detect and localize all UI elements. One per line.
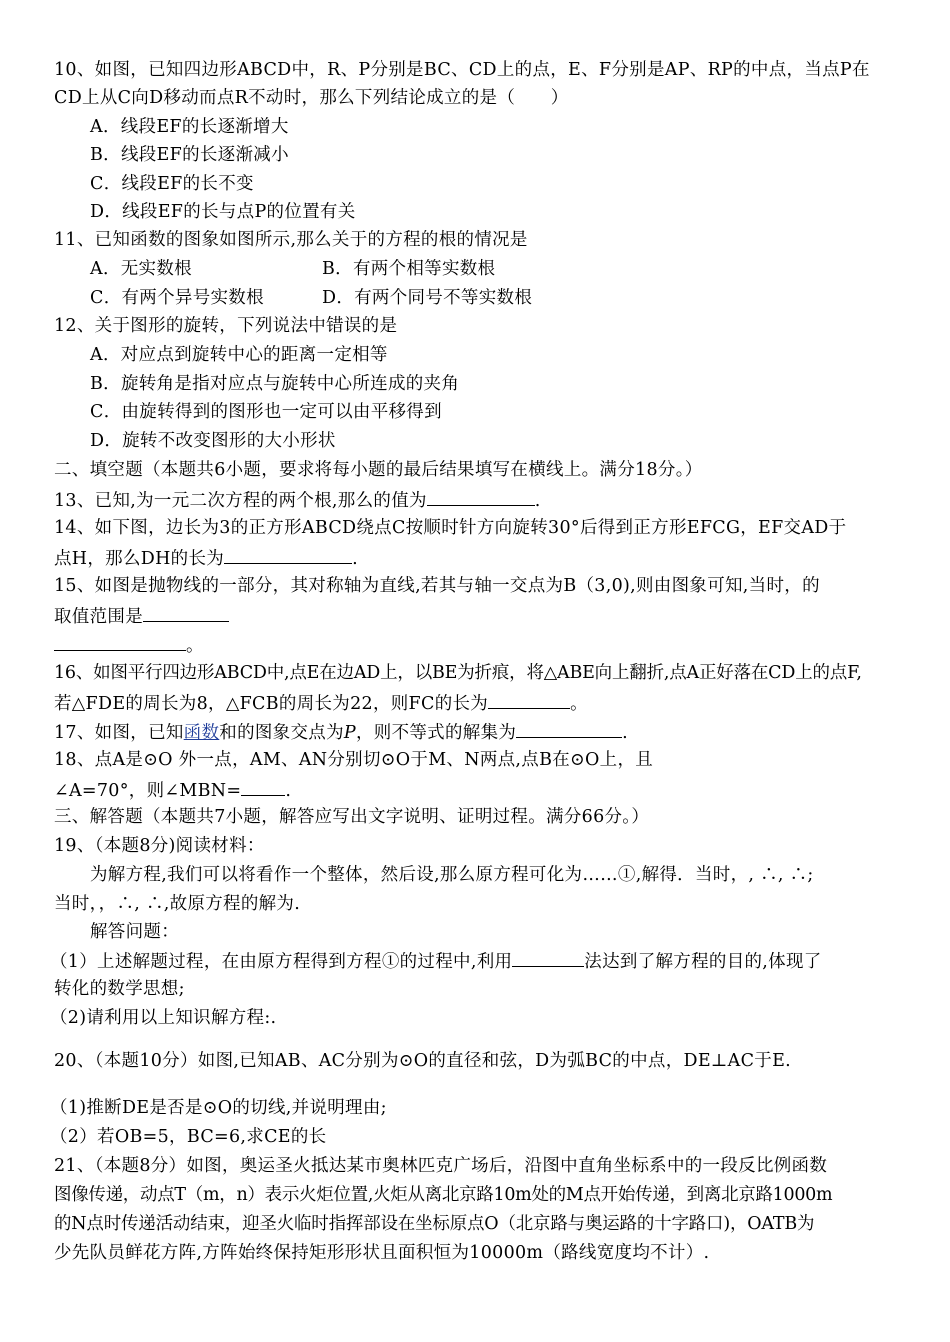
q21-line2: 图像传递，动点T（m，n）表示火炬位置,火炬从离北京路10m处的M点开始传递，到离北京路1000m [54,1185,833,1205]
q14-text: 点H，那么DH的长为 [54,549,225,569]
section-2-heading: 二、填空题（本题共6小题，要求将每小题的最后结果填写在横线上。满分18分。） [54,460,703,480]
q12-option-a: A．对应点到旋转中心的距离一定相等 [90,345,388,365]
q16-line2 [54,688,904,718]
q19-part1-answer-blank[interactable] [512,946,584,967]
q19-part1-line1 [50,946,900,976]
q14-line1: 14、如下图，边长为3的正方形ABCD绕点C按顺时针方向旋转30°后得到正方形EFCG，EF交AD于 [54,518,847,538]
q20-heading: 20、（本题10分）如图,已知AB、AC分别为⊙O的直径和弦，D为弧BC的中点，DE⊥AC于E. [54,1051,792,1071]
q13-text: 13、已知,为一元二次方程的两个根,那么的值为 [54,491,427,511]
q19-part2: （2)请利用以上知识解方程:. [50,1008,277,1028]
q14-line2 [54,543,904,573]
q17-period: . [622,723,629,743]
q16-text: 若△FDE的周长为8，△FCB的周长为22，则FC的长为 [54,694,489,714]
q19-part1-line2: 转化的数学思想; [54,979,185,999]
q15-text: 取值范围是 [54,607,143,627]
q18-period: . [285,781,292,801]
q19-part1-text: （1）上述解题过程，在由原方程得到方程①的过程中,利用 [50,952,513,972]
q15-period: 。 [186,636,204,656]
q18-answer-blank[interactable] [241,775,285,796]
q15-answer-blank-part2[interactable] [54,630,186,651]
q21-line1: 21、（本题8分）如图，奥运圣火抵达某市奥林匹克广场后，沿图中直角坐标系中的一段反比例函数 [54,1156,828,1176]
q11-options-row1 [90,255,890,283]
q11-option-c: C．有两个异号实数根 [90,288,264,308]
q17-text-mid: 和的图象交点为 [219,723,344,743]
q15-line3 [54,630,904,660]
q10-line2: CD上从C向D移动而点R不动时，那么下列结论成立的是（ ） [54,88,569,108]
q19-answer-heading: 解答问题： [90,922,179,942]
q13-answer-blank[interactable] [427,485,535,506]
q12-option-d: D．旋转不改变图形的大小形状 [90,431,336,451]
q21-line4: 少先队员鲜花方阵,方阵始终保持矩形形状且面积恒为10000m（路线宽度均不计）. [54,1243,710,1263]
q10-option-b: B．线段EF的长逐渐减小 [90,145,289,165]
q11-option-a: A．无实数根 [90,259,192,279]
q10-option-d: D．线段EF的长与点P的位置有关 [90,202,356,222]
q12-option-c: C．由旋转得到的图形也一定可以由平移得到 [90,402,442,422]
q17-answer-blank[interactable] [516,717,622,738]
q16-line1: 16、如图平行四边形ABCD中,点E在边AD上，以BE为折痕，将△ABE向上翻折,点A正好落在CD上的点F, [54,663,862,683]
q14-answer-blank[interactable] [224,543,352,564]
section-3-heading: 三、解答题（本题共7小题，解答应写出文字说明、证明过程。满分66分。） [54,807,650,827]
q21-line3: 的N点时传递活动结束，迎圣火临时指挥部设在坐标原点O（北京路与奥运路的十字路口)，OATB为 [54,1214,815,1234]
q14-period: . [352,549,358,569]
q17-line [54,717,904,747]
q19-material-line2: 当时，，∴, ∴,故原方程的解为. [54,894,301,914]
q16-answer-blank[interactable] [488,688,570,709]
q19-material-line1: 为解方程,我们可以将看作一个整体，然后设,那么原方程可化为……①,解得．当时，, ∴, ∴; [90,865,814,885]
q15-line1: 15、如图是抛物线的一部分，其对称轴为直线,若其与轴一交点为B（3,0),则由图象可知,当时，的 [54,576,820,596]
q20-part1: （1)推断DE是否是⊙O的切线,并说明理由; [50,1098,387,1118]
q17-text-pre: 17、如图，已知 [54,723,184,743]
q12-option-b: B．旋转角是指对应点与旋转中心所连成的夹角 [90,374,460,394]
q13-period: . [534,491,541,511]
q18-line1: 18、点A是⊙O 外一点，AM、AN分别切⊙O于M、N两点,点B在⊙O上，且 [54,750,654,770]
q20-part2: （2）若OB=5，BC=6,求CE的长 [50,1127,327,1147]
q18-line2 [54,775,904,805]
q19-part1-text-post: 法达到了解方程的目的,体现了 [584,952,822,972]
q11-stem: 11、已知函数的图象如图所示,那么关于的方程的根的情况是 [54,230,528,250]
q15-answer-blank-part1[interactable] [143,601,229,622]
q12-stem: 12、关于图形的旋转，下列说法中错误的是 [54,316,398,336]
q11-options-row2 [90,284,890,312]
q17-text-post: ，则不等式的解集为 [355,723,517,743]
q10-option-a: A．线段EF的长逐渐增大 [90,117,289,137]
q16-period: 。 [570,694,588,714]
q13-line [54,485,904,515]
q18-text: ∠A=70°，则∠MBN= [54,781,242,801]
q17-function-link[interactable]: 函数 [183,723,220,743]
q10-option-c: C．线段EF的长不变 [90,174,254,194]
q19-heading: 19、（本题8分)阅读材料： [54,836,265,856]
q15-line2 [54,601,904,631]
q17-point-p: P [343,723,356,743]
q11-option-d: D．有两个同号不等实数根 [322,288,533,308]
q11-option-b: B．有两个相等实数根 [322,259,496,279]
q10-line1: 10、如图，已知四边形ABCD中，R、P分别是BC、CD上的点，E、F分别是AP、RP的中点，当点P在 [54,60,870,80]
